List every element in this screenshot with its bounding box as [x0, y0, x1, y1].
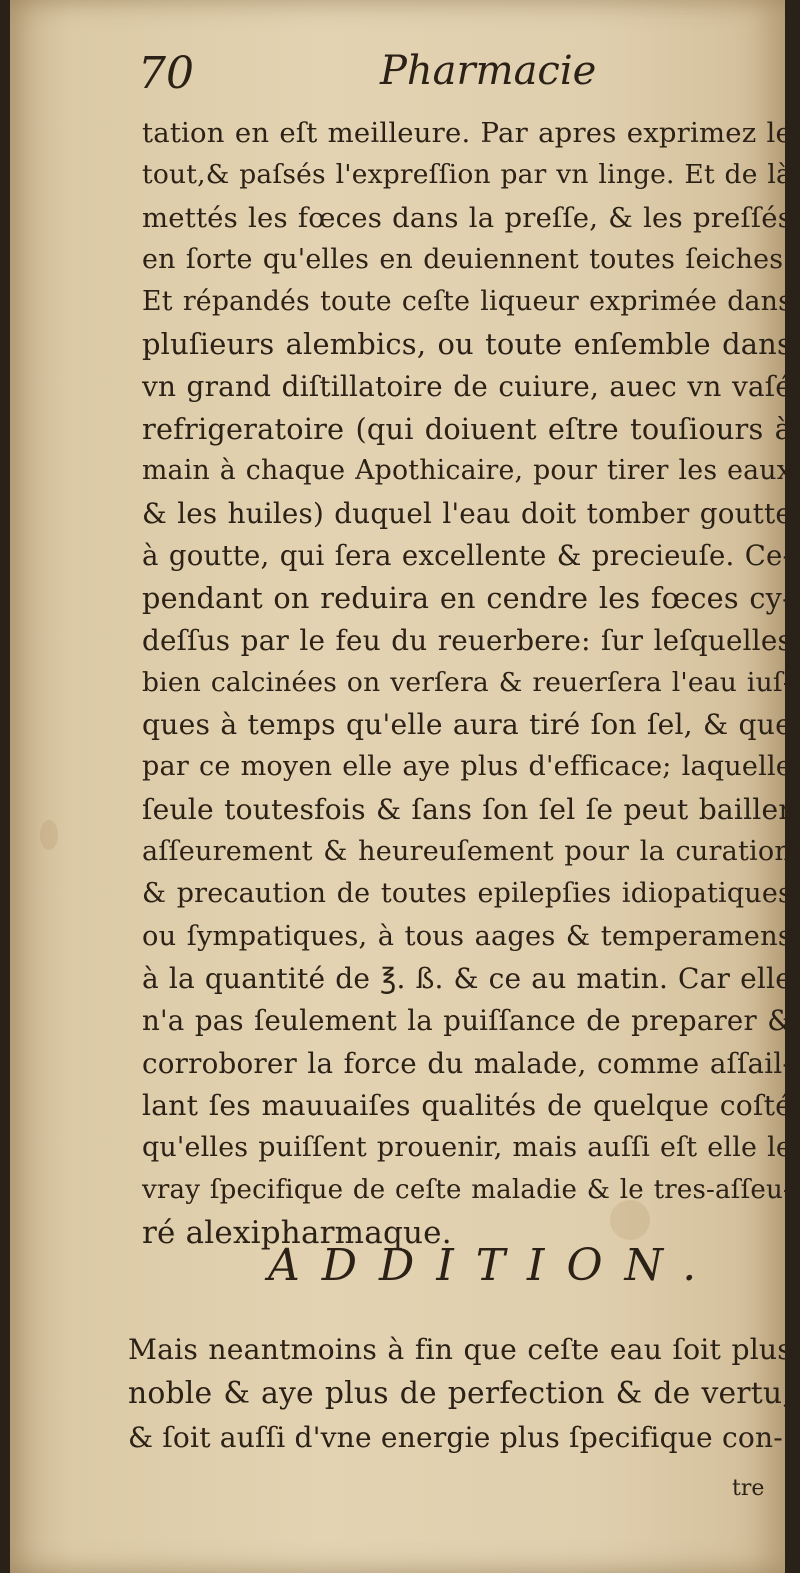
text-line: tation en eſt meilleure. Par apres exprimez le: [142, 117, 792, 149]
addition-text-line: & ſoit auſſi d'vne energie plus ſpecifique con-: [128, 1421, 783, 1454]
text-line: refrigeratoire (qui doiuent eſtre touſiours à: [142, 412, 792, 447]
running-title: Pharmacie: [380, 48, 597, 94]
text-line: main à chaque Apothicaire, pour tirer les eaux: [142, 455, 792, 487]
catchword: tre: [732, 1476, 765, 1501]
text-line: n'a pas ſeulement la puiſſance de preparer &: [142, 1004, 792, 1038]
paper-stain: [40, 820, 58, 850]
text-line: en ſorte qu'elles en deuiennent toutes ſeiches.: [142, 243, 792, 275]
text-line: vn grand diſtillatoire de cuiure, auec vn vaſé: [142, 369, 792, 403]
text-line: corroborer la force du malade, comme aſſail-: [142, 1046, 792, 1080]
text-line: par ce moyen elle aye plus d'efficace; laquelle: [142, 751, 792, 783]
text-line: pluſieurs alembics, ou toute enſemble dans: [142, 327, 792, 362]
text-line: & les huiles) duquel l'eau doit tomber goutte: [142, 496, 792, 530]
text-line: qu'elles puiſſent prouenir, mais auſſi eſt elle le: [142, 1132, 792, 1164]
text-line: deſſus par le feu du reuerbere: ſur leſquelles: [142, 623, 792, 657]
text-line: mettés les fœces dans la preſſe, & les preſſés: [142, 201, 792, 234]
text-line: ques à temps qu'elle aura tiré ſon ſel, & que: [142, 708, 792, 742]
addition-paragraph: [128, 1328, 792, 1460]
text-line: pendant on reduira en cendre les fœces cy-: [142, 581, 792, 616]
body-paragraph: [142, 112, 792, 1254]
text-line: lant ſes mauuaiſes qualités de quelque coſté: [142, 1088, 792, 1122]
text-line: ſeule toutesfois & ſans ſon ſel ſe peut bailler: [142, 792, 792, 826]
text-line: ré alexipharmaque.: [142, 1214, 452, 1251]
text-line: à goutte, qui ſera excellente & precieuſe. Ce-: [142, 539, 792, 572]
addition-text-line: Mais neantmoins à fin que ceſte eau ſoit plus: [128, 1333, 792, 1366]
section-heading: ADDITION.: [268, 1240, 719, 1291]
text-line: vray ſpecifique de ceſte maladie & le tres-aſſeu-: [142, 1175, 792, 1206]
page-header: [138, 48, 778, 108]
addition-text-line: noble & aye plus de perfection & de vertu,: [128, 1376, 792, 1411]
text-line: aſſeurement & heureuſement pour la curation: [142, 836, 792, 868]
text-line: ou ſympatiques, à tous aages & temperamens: [142, 920, 792, 952]
text-line: & precaution de toutes epilepſies idiopatiques: [142, 878, 792, 910]
book-page: [10, 0, 792, 1573]
page-number: 70: [138, 48, 194, 99]
text-line: Et répandés toute ceſte liqueur exprimée dans: [142, 286, 792, 318]
text-line: à la quantité de ℥. ß. & ce au matin. Car elle: [142, 961, 792, 995]
text-line: tout,& paſsés l'expreſſion par vn linge. Et de là: [142, 159, 792, 191]
text-line: bien calcinées on verſera & reuerſera l'eau iuſ-: [142, 666, 792, 698]
